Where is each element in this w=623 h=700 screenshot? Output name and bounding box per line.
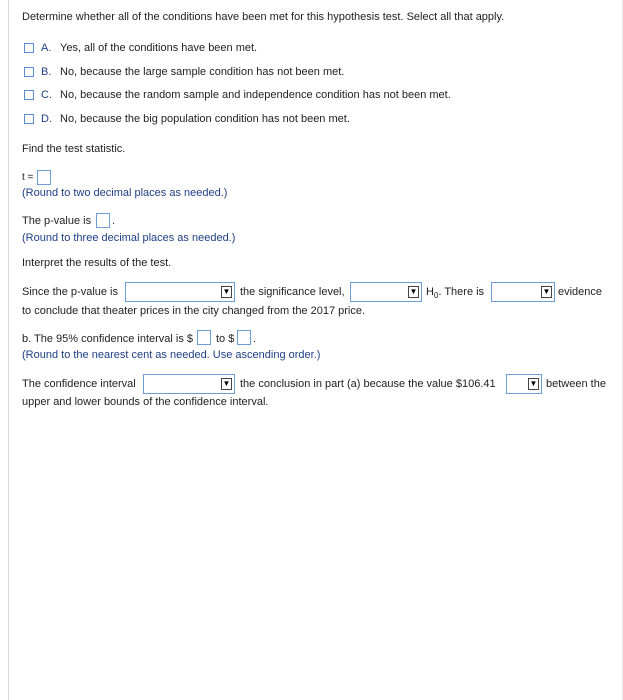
evidence-dropdown[interactable] [491, 282, 555, 302]
ci-upper-input[interactable] [237, 330, 251, 345]
null-hypothesis-text [426, 286, 484, 300]
triangle-down-icon: ▼ [542, 287, 551, 296]
there-is-text: . There is [438, 286, 485, 298]
pvalue-period: . [112, 215, 116, 227]
t-label: t = [22, 172, 34, 183]
pvalue-comparison-dropdown[interactable] [125, 282, 235, 302]
pvalue-input[interactable] [96, 213, 110, 228]
option-d-checkbox[interactable] [24, 114, 34, 124]
ci-statement-start: The confidence interval [22, 378, 136, 390]
evidence-text: evidence [558, 286, 603, 298]
ci-between-dropdown[interactable] [506, 374, 542, 394]
interpret-label: Interpret the results of the test. [22, 257, 172, 269]
ci-statement-end: upper and lower bounds of the confidence interval. [22, 396, 269, 408]
conclude-text: to conclude that theater prices in the city changed from the 2017 price. [22, 305, 366, 317]
t-statistic-note: (Round to two decimal places as needed.) [22, 187, 228, 199]
reject-decision-dropdown[interactable] [350, 282, 422, 302]
h-letter: H [426, 286, 434, 298]
option-a-checkbox[interactable] [24, 43, 34, 53]
t-statistic-input[interactable] [37, 170, 51, 185]
h-subscript: 0 [433, 291, 439, 301]
pvalue-label: The p-value is [22, 215, 92, 227]
ci-support-dropdown[interactable] [143, 374, 235, 394]
triangle-down-icon: ▼ [222, 379, 231, 388]
option-c-text[interactable]: No, because the random sample and independence condition has not been met. [60, 89, 451, 101]
option-b-checkbox[interactable] [24, 67, 34, 77]
pvalue-note: (Round to three decimal places as needed.) [22, 232, 236, 244]
triangle-down-icon: ▼ [529, 379, 538, 388]
option-a-letter: A. [41, 42, 52, 54]
option-b-text[interactable]: No, because the large sample condition has not been met. [60, 66, 345, 78]
triangle-down-icon: ▼ [409, 287, 418, 296]
question-prompt: Determine whether all of the conditions have been met for this hypothesis test. Select all that apply. [22, 11, 505, 23]
ci-to-text: to $ [216, 333, 235, 345]
option-b-letter: B. [41, 66, 52, 78]
triangle-down-icon: ▼ [222, 287, 231, 296]
confidence-interval-label: b. The 95% confidence interval is $ [22, 333, 194, 345]
ci-note: (Round to the nearest cent as needed. Use ascending order.) [22, 349, 321, 361]
option-d-letter: D. [41, 113, 52, 125]
ci-period: . [253, 333, 257, 345]
test-statistic-label: Find the test statistic. [22, 143, 126, 155]
since-pvalue-text: Since the p-value is [22, 286, 118, 298]
option-c-checkbox[interactable] [24, 90, 34, 100]
option-d-text[interactable]: No, because the big population condition has not been met. [60, 113, 350, 125]
option-c-letter: C. [41, 89, 52, 101]
ci-statement-middle: the conclusion in part (a) because the value $106.41 [240, 378, 496, 390]
ci-lower-input[interactable] [197, 330, 211, 345]
option-a-text[interactable]: Yes, all of the conditions have been met. [60, 42, 258, 54]
ci-between-text: between the [546, 378, 606, 390]
significance-level-text: the significance level, [240, 286, 345, 298]
